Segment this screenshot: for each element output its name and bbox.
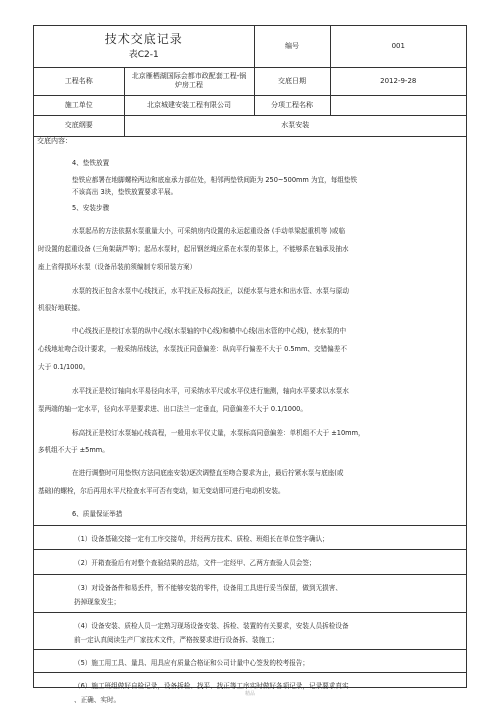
outline-value: 水泵安装 xyxy=(124,115,466,136)
quality-measure-text: （3）对设备备件和易丢件，暂不能够安装的零件，设备用工具进行妥当保留，做到无损害、 xyxy=(74,584,342,592)
content-line: 座上省得损坏水泵（设备吊装前须编制专项吊装方案） xyxy=(38,263,197,271)
quality-measure-item xyxy=(34,649,466,673)
content-line: 水平找正是校订轴向水平易径向水平，可采纳水平尺或水平仪进行施测，轴向水平要求以水泵水 xyxy=(72,387,349,395)
date-label: 交底日期 xyxy=(254,67,330,95)
quality-measure-text: （2）开箱查验后有对整个查验结果的总结，文件一定经甲、乙两方查验人员会签； xyxy=(74,559,316,567)
date-value: 2012-9-28 xyxy=(330,67,466,95)
content-line: 心线地址吻合设计要求，一般采纳吊线法，水泵找正同意偏差：纵向平行偏差不大于 0.5mm、交错偏差不 xyxy=(38,345,347,353)
page-footer: 精品 xyxy=(244,691,255,697)
quality-measure-item xyxy=(34,612,466,650)
content-line: 垫铁应都署在地脚螺栓两边和底座承力部位处，相邻两垫铁间距为 250~500mm 为宜，每组垫铁 xyxy=(72,176,358,184)
project-name-label: 工程名称 xyxy=(34,67,124,95)
quality-measure-item xyxy=(34,574,466,613)
quality-measure-text: 前一定认真阅读生产厂家技术文件，严格按要求进行设备拆、装施工； xyxy=(74,636,279,644)
quality-measure-text: （6）施工班组做好自检记录，设备拆检、找平、找正等工序实时做好各项记录，记录要求真实 xyxy=(74,682,349,690)
content-line: 机很好地联接。 xyxy=(38,304,85,312)
content-label: 交底内容： xyxy=(34,136,466,145)
document-title: 技术交底记录 xyxy=(104,31,183,46)
outline-label: 交底纲要 xyxy=(34,115,124,136)
content-line: 水泵的找正包含水泵中心线找正，水平找正及标高找正，以便水泵与进水和出水管、水泵与原动 xyxy=(72,287,349,295)
sub-project-value xyxy=(330,95,466,115)
content-line: 水泵起吊的方法依据水泵重量大小，可采纳房内设置的永运起重设备 (手动单梁起重机等 )或临 xyxy=(72,227,346,235)
content-line: 4、垫铁放置 xyxy=(72,159,110,167)
form-number: 表C2-1 xyxy=(128,49,159,60)
number-value: 001 xyxy=(330,26,466,67)
construction-unit-value: 北京城建安装工程有限公司 xyxy=(124,95,254,115)
content-line: 时设置的起重设备 (三角架葫芦等)；起吊水泵时，起吊钢丝绳应系在水泵的泵体上，不能够系在轴承及抽水 xyxy=(38,245,349,253)
header-table xyxy=(34,26,466,145)
sub-project-label: 分项工程名称 xyxy=(254,95,330,115)
content-line: 在进行调整时可用垫铁(方法同底座安装)逐次调整直至吻合要求为止，最后拧紧水泵与底座(或 xyxy=(72,469,344,477)
content-line: 6、质量保证举措 xyxy=(72,510,123,518)
content-line: 不该高出 3块，垫铁放置要求平展。 xyxy=(72,188,178,196)
quality-measure-text: （1）设备基础交接一定有工序交接单，并经两方技术、质检、班组长在单位签字确认； xyxy=(74,535,329,543)
number-label: 编号 xyxy=(254,26,330,67)
quality-measure-item xyxy=(34,525,466,550)
project-name-value: 北京雁栖湖国际会都市政配套工程-锅炉房工程 xyxy=(124,67,254,95)
quality-measure-text: （5）施工用工具、量具、用具应有质量合格证和公司计量中心签发的校考报告； xyxy=(74,659,309,667)
construction-unit-label: 施工单位 xyxy=(34,95,124,115)
quality-measure-text: （4）设备安装、质检人员一定熟习现场设备安装、拆检、装置的有关要求，安装人员拆检设备 xyxy=(74,622,349,630)
content-line: 大于 0.1/1000。 xyxy=(38,363,90,371)
quality-measure-item xyxy=(34,549,466,575)
content-line: 基础)的螺栓，尔后再用水平尺检查水平可否有变动，如无变动即可进行电动机安装。 xyxy=(38,487,285,495)
title-cell xyxy=(34,26,254,67)
quality-measure-text: 扔掉现象发生； xyxy=(74,598,121,606)
content-line: 中心线找正是校订水泵的纵中心线(水泵轴的中心线)和横中心线(出水管的中心线)，使水泵的中 xyxy=(72,327,347,335)
content-line: 标高找正是校订水泵轴心线高程，一般用水平仪丈量，水泵标高同意偏差：单机组不大于 ±10mm， xyxy=(72,429,365,437)
content-line: 泵两端的轴一定水平，径向水平是要求进、出口法兰一定垂直，同意偏差不大于 0.1/1000。 xyxy=(38,405,307,413)
quality-measure-text: 、正确、实时。 xyxy=(74,696,121,704)
content-line: 多机组不大于 ±5mm。 xyxy=(38,446,109,454)
content-line: 5、安装步骤 xyxy=(72,204,110,212)
